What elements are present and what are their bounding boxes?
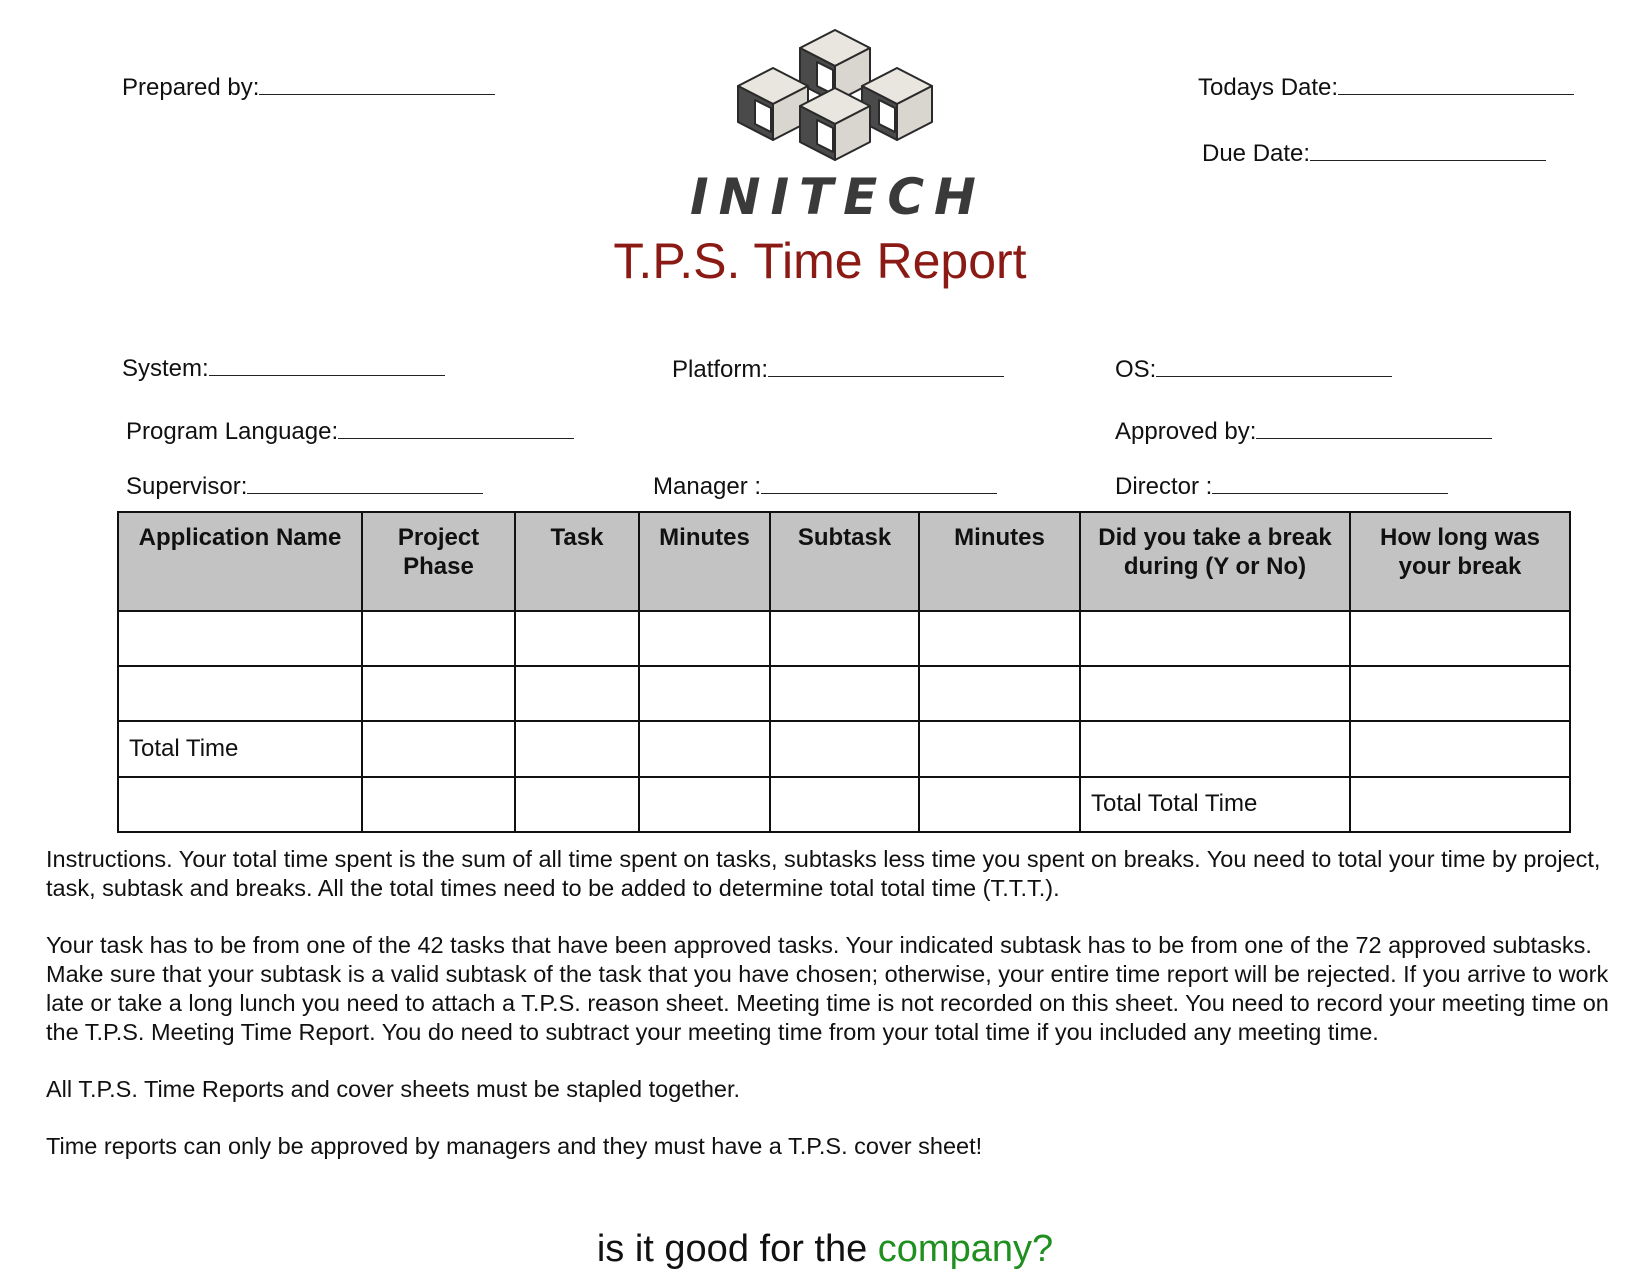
table-row xyxy=(118,611,1570,666)
table-cell[interactable] xyxy=(362,777,515,832)
program-language-line[interactable] xyxy=(338,418,574,439)
table-cell[interactable] xyxy=(1080,666,1350,721)
approved-by-label: Approved by: xyxy=(1115,418,1257,445)
slogan-company: company? xyxy=(877,1228,1054,1270)
table-cell[interactable] xyxy=(118,666,362,721)
table-header-row xyxy=(118,512,1570,611)
total-total-time-row xyxy=(118,777,1570,832)
program-language-field[interactable] xyxy=(126,418,574,446)
table-cell[interactable] xyxy=(1350,611,1570,666)
logo-wordmark: INITECH xyxy=(690,168,986,226)
table-cell[interactable] xyxy=(919,611,1080,666)
todays-date-line[interactable] xyxy=(1338,74,1574,95)
prepared-by-line[interactable] xyxy=(259,74,495,95)
header-task: Task xyxy=(515,512,639,611)
director-field[interactable] xyxy=(1115,473,1448,501)
due-date-line[interactable] xyxy=(1310,140,1546,161)
total-cell[interactable] xyxy=(1350,721,1570,776)
header-application-name: Application Name xyxy=(118,512,362,611)
total-cell[interactable] xyxy=(770,721,919,776)
table-cell[interactable] xyxy=(639,611,770,666)
supervisor-label: Supervisor: xyxy=(126,473,248,500)
instructions xyxy=(46,845,1646,1189)
approved-by-field[interactable] xyxy=(1115,418,1492,446)
manager-line[interactable] xyxy=(761,473,997,494)
due-date-field[interactable] xyxy=(1202,140,1546,168)
director-line[interactable] xyxy=(1212,473,1448,494)
table-cell[interactable] xyxy=(1080,611,1350,666)
table-cell[interactable] xyxy=(1350,666,1570,721)
prepared-by-label: Prepared by: xyxy=(122,74,260,101)
table-cell[interactable] xyxy=(515,777,639,832)
manager-field[interactable] xyxy=(653,473,997,501)
total-time-row xyxy=(118,721,1570,776)
report-title: T.P.S. Time Report xyxy=(613,233,1027,289)
header-minutes: Minutes xyxy=(639,512,770,611)
instructions-paragraph-3: All T.P.S. Time Reports and cover sheets must be stapled together. xyxy=(46,1076,741,1102)
table-cell[interactable] xyxy=(770,777,919,832)
table-cell[interactable] xyxy=(639,777,770,832)
slogan-text: is it good for the xyxy=(596,1228,878,1270)
slogan xyxy=(0,1228,1650,1271)
system-label: System: xyxy=(122,355,209,382)
manager-label: Manager : xyxy=(653,473,762,500)
total-total-time-cell[interactable] xyxy=(1350,777,1570,832)
header-break-taken: Did you take a break during (Y or No) xyxy=(1080,512,1350,611)
total-cell[interactable] xyxy=(515,721,639,776)
director-label: Director : xyxy=(1115,473,1213,500)
platform-label: Platform: xyxy=(672,356,769,383)
table-cell[interactable] xyxy=(118,777,362,832)
total-cell[interactable] xyxy=(362,721,515,776)
table-cell[interactable] xyxy=(362,611,515,666)
table-cell[interactable] xyxy=(515,666,639,721)
header-project-phase: Project Phase xyxy=(362,512,515,611)
supervisor-line[interactable] xyxy=(247,473,483,494)
prepared-by-field[interactable] xyxy=(122,74,495,102)
cubes-logo-icon xyxy=(735,28,935,168)
platform-line[interactable] xyxy=(768,356,1004,377)
table-cell[interactable] xyxy=(118,611,362,666)
instructions-paragraph-4: Time reports can only be approved by managers and they must have a T.P.S. cover sheet! xyxy=(46,1133,983,1159)
os-line[interactable] xyxy=(1156,356,1392,377)
instructions-paragraph-1: Instructions. Your total time spent is the sum of all time spent on tasks, subtasks less time you spent on breaks. You need to total your time by project, task, subtask and breaks. All the total times need to be added to determine total total time (T.T.T.). xyxy=(46,846,1601,901)
system-field[interactable] xyxy=(122,355,445,383)
total-cell[interactable] xyxy=(919,721,1080,776)
table-cell[interactable] xyxy=(639,666,770,721)
table-cell[interactable] xyxy=(919,666,1080,721)
total-cell[interactable] xyxy=(639,721,770,776)
time-report-table xyxy=(117,511,1571,833)
todays-date-label: Todays Date: xyxy=(1198,74,1339,101)
header-break-length: How long was your break xyxy=(1350,512,1570,611)
table-cell[interactable] xyxy=(515,611,639,666)
table-cell[interactable] xyxy=(770,611,919,666)
system-line[interactable] xyxy=(209,355,445,376)
supervisor-field[interactable] xyxy=(126,473,483,501)
table-cell[interactable] xyxy=(770,666,919,721)
total-total-time-label: Total Total Time xyxy=(1080,777,1350,832)
os-label: OS: xyxy=(1115,356,1157,383)
header-subtask-minutes: Minutes xyxy=(919,512,1080,611)
approved-by-line[interactable] xyxy=(1256,418,1492,439)
instructions-paragraph-2: Your task has to be from one of the 42 tasks that have been approved tasks. Your indicated subtask has to be from one of the 72 approved subtasks. Make sure that your subtask is a valid subtask of the task that you have chosen; otherwise, your entire time report will be rejected. If you arrive to work late or take a long lunch you need to attach a T.P.S. reason sheet. Meeting time is not recorded on this sheet. You need to record your meeting time on the T.P.S. Meeting Time Report. You do need to subtract your meeting time from your total time if you included any meeting time. xyxy=(46,932,1609,1045)
table-cell[interactable] xyxy=(362,666,515,721)
header-subtask: Subtask xyxy=(770,512,919,611)
blacked-out-cell xyxy=(1080,721,1350,776)
todays-date-field[interactable] xyxy=(1198,74,1574,102)
table-cell[interactable] xyxy=(919,777,1080,832)
table-row xyxy=(118,666,1570,721)
initech-logo xyxy=(690,28,986,228)
os-field[interactable] xyxy=(1115,356,1392,384)
program-language-label: Program Language: xyxy=(126,418,339,445)
platform-field[interactable] xyxy=(672,356,1004,384)
total-time-label: Total Time xyxy=(118,721,362,776)
due-date-label: Due Date: xyxy=(1202,140,1311,167)
